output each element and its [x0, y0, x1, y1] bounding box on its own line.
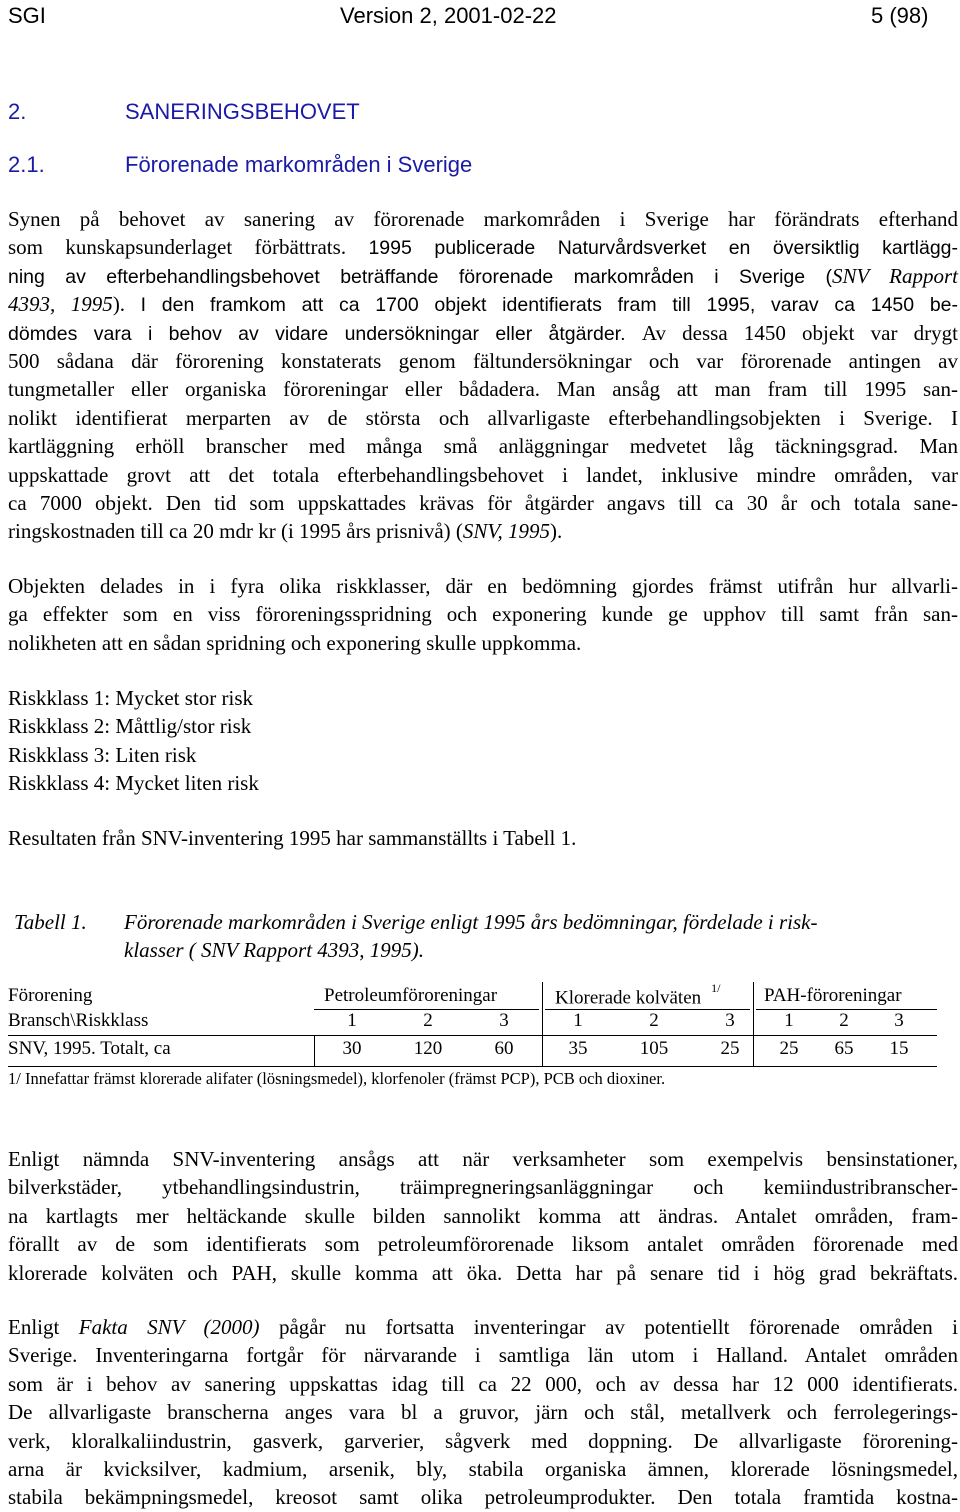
text-line: 4393, 1995). I den framkom att ca 1700 objekt identifierats fram till 1995, varav ca 1450 be-: [8, 292, 959, 317]
text-line: uppskattade grovt att det totala efterbehandlingsbehovet i landet, inklusive mindre områden, var: [8, 462, 958, 487]
table-rule: [545, 1009, 750, 1010]
paragraph-enligt-snv: [8, 1145, 958, 1287]
header-version: Version 2, 2001-02-22: [340, 3, 557, 28]
class-2: 2: [423, 1010, 433, 1031]
subsection-title: Förorenade markområden i Sverige: [125, 152, 473, 177]
text-line: stabila bekämpningsmedel, kreosot samt olika petroleumprodukter. Den totala framtida kostna-: [8, 1485, 958, 1510]
text-line: Enligt nämnda SNV-inventering ansågs att när verksamheter som exempelvis bensinstationer,: [8, 1147, 958, 1171]
table-cell: 15: [889, 1038, 909, 1059]
class-2: 2: [839, 1010, 849, 1031]
results-sentence: Resultaten från SNV-inventering 1995 har sammanställts i Tabell 1.: [8, 826, 577, 850]
table-cell: 25: [720, 1038, 740, 1059]
text-line: tungmetaller eller organiska föroreningar eller bådadera. Man ansåg att man fram till 1995 san-: [8, 377, 959, 402]
table-cell: 65: [834, 1038, 854, 1059]
paragraph-objekten: [8, 572, 958, 657]
text-line: bilverkstäder, ytbehandlingsindustrin, träimpregneringsanläggningar och kemiindustribranscher-: [8, 1175, 958, 1200]
text-line: som är i behov av sanering uppskattas idag till ca 22 000, och av dessa har 12 000 identifierats.: [8, 1371, 958, 1396]
list-item: Riskklass 3: Liten risk: [8, 742, 197, 767]
text-line: förallt av de som identifierats som petroleumförorenade liksom antalet områden förorenade med: [8, 1232, 958, 1257]
table-rule: [753, 982, 754, 1066]
list-item: Riskklass 4: Mycket liten risk: [8, 771, 259, 796]
class-3: 3: [894, 1010, 904, 1031]
table-rule: [314, 1009, 539, 1010]
paragraph-synen: [8, 205, 958, 546]
class-numbers-pah: [767, 1010, 921, 1032]
list-item: Riskklass 2: Måttlig/stor risk: [8, 714, 252, 739]
text-line: 500 sådana där förorening konstaterats genom fältundersökningar och var förorenade antingen av: [8, 348, 958, 373]
paragraph-fakta-snv: [8, 1313, 958, 1512]
table-cell: 60: [494, 1038, 514, 1059]
class-2: 2: [649, 1010, 659, 1031]
table-cell: 25: [779, 1038, 799, 1059]
text-line: Objekten delades in i fyra olika riskklasser, där en bedömning gjordes främst utifrån hur allvarli-: [8, 574, 958, 598]
table-caption-line: Förorenade markområden i Sverige enligt 1995 års bedömningar, fördelade i risk-: [124, 910, 818, 934]
table-cell: 105: [639, 1038, 669, 1059]
text-line: klorerade kolväten och PAH, skulle komma att öka. Detta har på senare tid i hög grad bekräftats.: [8, 1260, 958, 1285]
values-petroleum: [330, 1038, 526, 1060]
table-rule: [542, 982, 543, 1066]
table-caption-label: Tabell 1.: [14, 910, 87, 934]
table-cell: 120: [413, 1038, 443, 1059]
header-page-number: 5 (98): [871, 3, 929, 28]
row-label-snv-1995: SNV, 1995. Totalt, ca: [8, 1038, 171, 1059]
text-line: dömdes vara i behov av vidare undersökningar eller åtgärder. Av dessa 1450 objekt var drygt: [8, 320, 959, 345]
class-1: 1: [573, 1010, 583, 1031]
class-1: 1: [784, 1010, 794, 1031]
text-line: nolikt identifierat merparten av de största och allvarligaste efterbehandlingsobjekten i Sverige. I: [8, 405, 958, 430]
section-number: 2.: [8, 99, 27, 124]
text-line: ringskostnaden till ca 20 mdr kr (i 1995 års prisnivå) (SNV, 1995).: [8, 519, 563, 544]
table-caption-line: klasser ( SNV Rapport 4393, 1995).: [124, 938, 425, 962]
table-rule: [8, 1035, 937, 1036]
table-rule: [314, 1035, 315, 1066]
text-line: Synen på behovet av sanering av förorenade markområden i Sverige har förändrats efterhand: [8, 207, 958, 231]
section-title: SANERINGSBEHOVET: [125, 99, 360, 124]
text-line: ca 7000 objekt. Den tid som uppskattades krävas för åtgärder angavs till ca 30 år och totala sane-: [8, 490, 958, 515]
group-header-pah: PAH-föroreningar: [764, 985, 902, 1006]
table-footnote: 1/ Innefattar främst klorerade alifater (lösningsmedel), klorfenoler (främst PCP), PCB och dioxiner.: [8, 1069, 666, 1088]
text-line: De allvarligaste branscherna anges vara bl a gruvor, järn och stål, metallverk och ferrolegerings-: [8, 1400, 958, 1425]
text-line: verk, kloralkaliindustrin, gasverk, garverier, sågverk med doppning. De allvarligaste förorening-: [8, 1428, 958, 1453]
text-line: ning av efterbehandlingsbehovet beträffande förorenade markområden i Sverige (SNV Rapport: [8, 263, 958, 288]
group-header-petroleum: Petroleumföroreningar: [324, 985, 498, 1006]
table-cell: 30: [342, 1038, 362, 1059]
class-numbers-petroleum: [330, 1010, 526, 1032]
riskklass-list: [8, 684, 958, 798]
text-line: som kunskapsunderlaget förbättrats. 1995 publicerade Naturvårdsverket en översiktlig kartlägg-: [8, 235, 959, 260]
text-line: Enligt Fakta SNV (2000) pågår nu fortsatta inventeringar av potentiellt förorenade områden i: [8, 1315, 958, 1339]
text-line: kartläggning erhöll branscher med många små anläggningar medvetet låg täckningsgrad. Man: [8, 434, 958, 459]
row-header-pollution: Förorening: [8, 985, 93, 1006]
text-line: nolikheten att en sådan spridning och exponering skulle uppkomma.: [8, 630, 582, 655]
row-header-branch-class: Bransch\Riskklass: [8, 1010, 149, 1031]
class-3: 3: [499, 1010, 509, 1031]
table-rule: [756, 1009, 937, 1010]
list-item: Riskklass 1: Mycket stor risk: [8, 686, 253, 710]
text-line: ga effekter som en viss föroreningsspridning och exponering kunde ge upphov till samt från san-: [8, 602, 958, 627]
table-rule: [8, 1066, 937, 1067]
class-numbers-chlorinated: [556, 1010, 752, 1032]
class-3: 3: [725, 1010, 735, 1031]
text-line: Sverige. Inventeringarna fortgår för närvarande i samtliga län utom i Halland. Antalet områden: [8, 1343, 958, 1368]
text-line: arna är kvicksilver, kadmium, arsenik, bly, stabila organiska ämnen, klorerade lösningsmedel,: [8, 1456, 958, 1481]
header-org: SGI: [8, 3, 46, 28]
values-chlorinated: [556, 1038, 752, 1060]
values-pah: [767, 1038, 921, 1060]
class-1: 1: [347, 1010, 357, 1031]
table-cell: 35: [568, 1038, 588, 1059]
subsection-number: 2.1.: [8, 152, 45, 177]
group-header-chlorinated: Klorerade kolväten $^{1/}$: [555, 981, 721, 1009]
text-line: na kartlagts mer heltäckande skulle bilden sannolikt komma att ändras. Antalet områden, fram-: [8, 1203, 958, 1228]
